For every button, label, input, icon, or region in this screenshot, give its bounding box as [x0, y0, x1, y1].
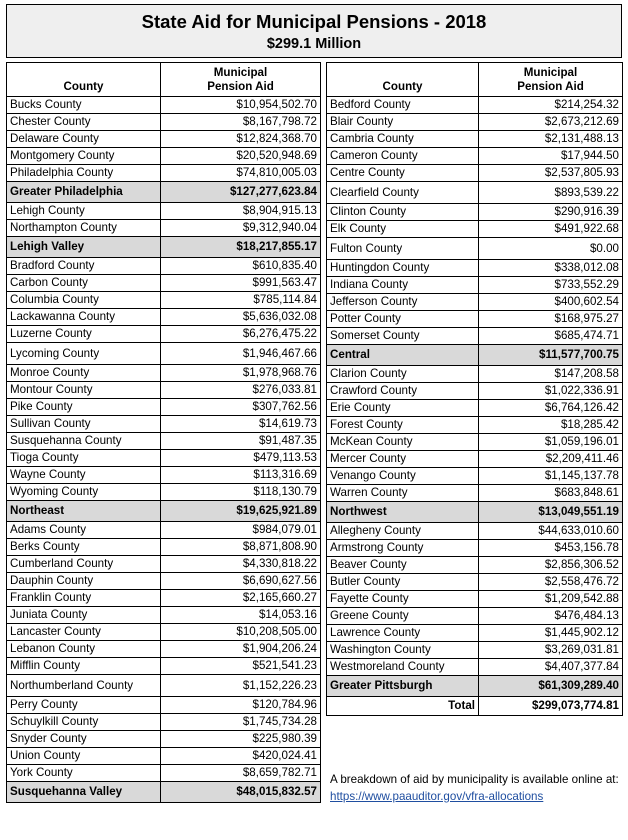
- table-row: [7, 382, 321, 399]
- table-row: [7, 275, 321, 292]
- table-row: [7, 450, 321, 467]
- aid-amount-cell: $683,848.61: [479, 485, 623, 502]
- table-row: [327, 204, 623, 221]
- table-row: [7, 573, 321, 590]
- table-row: [327, 383, 623, 400]
- county-cell: Mifflin County: [7, 658, 161, 675]
- county-cell: Tioga County: [7, 450, 161, 467]
- table-row: [7, 748, 321, 765]
- aid-amount-cell: $476,484.13: [479, 608, 623, 625]
- table-row: [7, 467, 321, 484]
- county-cell: Lebanon County: [7, 641, 161, 658]
- table-row: [327, 165, 623, 182]
- county-cell: Perry County: [7, 697, 161, 714]
- aid-amount-cell: $785,114.84: [161, 292, 321, 309]
- county-cell: York County: [7, 765, 161, 782]
- table-row: [7, 399, 321, 416]
- subtotal-row: [327, 345, 623, 366]
- right-header-row: [327, 63, 623, 97]
- table-row: [7, 292, 321, 309]
- county-cell: Fulton County: [327, 238, 479, 260]
- left-header-row: [7, 63, 321, 97]
- county-cell: Greene County: [327, 608, 479, 625]
- subtotal-row: [7, 501, 321, 522]
- aid-amount-cell: $17,944.50: [479, 148, 623, 165]
- county-cell: Forest County: [327, 417, 479, 434]
- county-cell: Crawford County: [327, 383, 479, 400]
- table-row: [7, 607, 321, 624]
- county-cell: Centre County: [327, 165, 479, 182]
- table-row: [7, 658, 321, 675]
- aid-amount-cell: $91,487.35: [161, 433, 321, 450]
- table-row: [327, 417, 623, 434]
- table-row: [327, 131, 623, 148]
- table-row: [7, 365, 321, 382]
- table-row: [7, 731, 321, 748]
- total-amount: $299,073,774.81: [479, 697, 623, 716]
- county-cell: Washington County: [327, 642, 479, 659]
- county-cell: Butler County: [327, 574, 479, 591]
- table-row: [7, 165, 321, 182]
- title-banner: [6, 4, 622, 58]
- aid-column-header: [161, 63, 321, 97]
- county-cell: Snyder County: [7, 731, 161, 748]
- aid-amount-cell: $14,053.16: [161, 607, 321, 624]
- aid-amount-cell: $991,563.47: [161, 275, 321, 292]
- aid-amount-cell: $1,946,467.66: [161, 343, 321, 365]
- county-cell: Clearfield County: [327, 182, 479, 204]
- aid-amount-cell: $8,167,798.72: [161, 114, 321, 131]
- aid-amount-cell: $12,824,368.70: [161, 131, 321, 148]
- table-row: [7, 675, 321, 697]
- county-cell: Bedford County: [327, 97, 479, 114]
- aid-amount-cell: $733,552.29: [479, 277, 623, 294]
- aid-amount-cell: $6,764,126.42: [479, 400, 623, 417]
- county-cell: Cumberland County: [7, 556, 161, 573]
- aid-amount-cell: $479,113.53: [161, 450, 321, 467]
- aid-amount-cell: $290,916.39: [479, 204, 623, 221]
- left-table-body: [7, 97, 321, 803]
- aid-amount-cell: $2,558,476.72: [479, 574, 623, 591]
- aid-amount-cell: $1,145,137.78: [479, 468, 623, 485]
- aid-amount-cell: $1,152,226.23: [161, 675, 321, 697]
- aid-amount-cell: $307,762.56: [161, 399, 321, 416]
- county-cell: Sullivan County: [7, 416, 161, 433]
- county-cell: Somerset County: [327, 328, 479, 345]
- aid-header-line1: Municipal: [523, 66, 578, 79]
- right-table-body: [327, 97, 623, 716]
- total-row: [327, 697, 623, 716]
- county-cell: Susquehanna Valley: [7, 782, 161, 803]
- table-row: [7, 326, 321, 343]
- aid-amount-cell: $18,285.42: [479, 417, 623, 434]
- county-cell: Venango County: [327, 468, 479, 485]
- aid-amount-cell: $521,541.23: [161, 658, 321, 675]
- county-cell: Beaver County: [327, 557, 479, 574]
- aid-amount-cell: $2,537,805.93: [479, 165, 623, 182]
- county-cell: Cameron County: [327, 148, 479, 165]
- total-label: Total: [327, 697, 479, 716]
- county-cell: Blair County: [327, 114, 479, 131]
- table-row: [7, 114, 321, 131]
- table-row: [327, 468, 623, 485]
- aid-amount-cell: $1,904,206.24: [161, 641, 321, 658]
- allocations-link[interactable]: https://www.paauditor.gov/vfra-allocations: [330, 790, 544, 803]
- county-column-header: County: [7, 63, 161, 97]
- aid-amount-cell: $1,059,196.01: [479, 434, 623, 451]
- county-cell: Mercer County: [327, 451, 479, 468]
- county-cell: McKean County: [327, 434, 479, 451]
- aid-amount-cell: $61,309,289.40: [479, 676, 623, 697]
- county-cell: Berks County: [7, 539, 161, 556]
- table-row: [327, 311, 623, 328]
- county-cell: Indiana County: [327, 277, 479, 294]
- aid-amount-cell: $338,012.08: [479, 260, 623, 277]
- county-cell: Schuylkill County: [7, 714, 161, 731]
- aid-amount-cell: $1,022,336.91: [479, 383, 623, 400]
- table-row: [7, 258, 321, 275]
- aid-amount-cell: $18,217,855.17: [161, 237, 321, 258]
- table-row: [327, 451, 623, 468]
- aid-amount-cell: $893,539.22: [479, 182, 623, 204]
- aid-amount-cell: $453,156.78: [479, 540, 623, 557]
- county-cell: Potter County: [327, 311, 479, 328]
- county-cell: Chester County: [7, 114, 161, 131]
- table-row: [327, 557, 623, 574]
- table-row: [7, 309, 321, 326]
- page-subtitle: $299.1 Million: [266, 36, 362, 52]
- availability-note: [330, 771, 620, 805]
- county-cell: Wyoming County: [7, 484, 161, 501]
- aid-amount-cell: $400,602.54: [479, 294, 623, 311]
- aid-amount-cell: $44,633,010.60: [479, 523, 623, 540]
- county-cell: Jefferson County: [327, 294, 479, 311]
- aid-amount-cell: $118,130.79: [161, 484, 321, 501]
- table-row: [327, 294, 623, 311]
- table-row: [327, 114, 623, 131]
- aid-amount-cell: $10,208,505.00: [161, 624, 321, 641]
- subtotal-row: [7, 237, 321, 258]
- aid-amount-cell: $20,520,948.69: [161, 148, 321, 165]
- county-cell: Elk County: [327, 221, 479, 238]
- county-cell: Warren County: [327, 485, 479, 502]
- aid-amount-cell: $2,165,660.27: [161, 590, 321, 607]
- aid-amount-cell: $2,209,411.46: [479, 451, 623, 468]
- county-cell: Northeast: [7, 501, 161, 522]
- aid-amount-cell: $113,316.69: [161, 467, 321, 484]
- county-cell: Clarion County: [327, 366, 479, 383]
- table-row: [7, 641, 321, 658]
- subtotal-row: [327, 676, 623, 697]
- table-row: [327, 523, 623, 540]
- county-cell: Montour County: [7, 382, 161, 399]
- aid-amount-cell: $214,254.32: [479, 97, 623, 114]
- county-cell: Columbia County: [7, 292, 161, 309]
- county-cell: Greater Pittsburgh: [327, 676, 479, 697]
- county-cell: Fayette County: [327, 591, 479, 608]
- county-cell: Monroe County: [7, 365, 161, 382]
- subtotal-row: [327, 502, 623, 523]
- aid-amount-cell: $984,079.01: [161, 522, 321, 539]
- table-row: [327, 485, 623, 502]
- table-row: [7, 624, 321, 641]
- table-row: [7, 765, 321, 782]
- table-row: [7, 484, 321, 501]
- aid-amount-cell: $19,625,921.89: [161, 501, 321, 522]
- county-cell: Northumberland County: [7, 675, 161, 697]
- county-cell: Lycoming County: [7, 343, 161, 365]
- county-cell: Wayne County: [7, 467, 161, 484]
- county-cell: Erie County: [327, 400, 479, 417]
- aid-amount-cell: $11,577,700.75: [479, 345, 623, 366]
- table-row: [327, 238, 623, 260]
- county-cell: Pike County: [7, 399, 161, 416]
- aid-amount-cell: $1,445,902.12: [479, 625, 623, 642]
- county-cell: Clinton County: [327, 204, 479, 221]
- table-row: [7, 714, 321, 731]
- county-cell: Franklin County: [7, 590, 161, 607]
- table-row: [7, 148, 321, 165]
- right-aid-table: [326, 62, 623, 716]
- table-row: [327, 434, 623, 451]
- aid-amount-cell: $6,690,627.56: [161, 573, 321, 590]
- county-cell: Philadelphia County: [7, 165, 161, 182]
- aid-amount-cell: $147,208.58: [479, 366, 623, 383]
- county-cell: Lancaster County: [7, 624, 161, 641]
- county-cell: Northwest: [327, 502, 479, 523]
- county-cell: Lawrence County: [327, 625, 479, 642]
- county-cell: Cambria County: [327, 131, 479, 148]
- page-title: State Aid for Municipal Pensions - 2018: [141, 11, 487, 32]
- table-row: [327, 608, 623, 625]
- county-column-header: County: [327, 63, 479, 97]
- table-row: [327, 591, 623, 608]
- aid-amount-cell: $491,922.68: [479, 221, 623, 238]
- table-row: [7, 522, 321, 539]
- county-cell: Delaware County: [7, 131, 161, 148]
- county-cell: Susquehanna County: [7, 433, 161, 450]
- aid-header-line2: Pension Aid: [517, 80, 584, 93]
- county-cell: Huntingdon County: [327, 260, 479, 277]
- aid-amount-cell: $1,209,542.88: [479, 591, 623, 608]
- table-row: [7, 131, 321, 148]
- county-cell: Luzerne County: [7, 326, 161, 343]
- county-cell: Juniata County: [7, 607, 161, 624]
- table-row: [327, 328, 623, 345]
- aid-header-line2: Pension Aid: [207, 80, 274, 93]
- aid-amount-cell: $225,980.39: [161, 731, 321, 748]
- table-row: [327, 97, 623, 114]
- table-row: [7, 416, 321, 433]
- aid-amount-cell: $3,269,031.81: [479, 642, 623, 659]
- aid-amount-cell: $2,673,212.69: [479, 114, 623, 131]
- aid-column-header: [479, 63, 623, 97]
- county-cell: Allegheny County: [327, 523, 479, 540]
- table-row: [327, 540, 623, 557]
- county-cell: Bradford County: [7, 258, 161, 275]
- county-cell: Lehigh County: [7, 203, 161, 220]
- county-cell: Montgomery County: [7, 148, 161, 165]
- table-row: [327, 400, 623, 417]
- aid-amount-cell: $168,975.27: [479, 311, 623, 328]
- aid-amount-cell: $685,474.71: [479, 328, 623, 345]
- county-cell: Westmoreland County: [327, 659, 479, 676]
- aid-amount-cell: $2,131,488.13: [479, 131, 623, 148]
- table-row: [327, 642, 623, 659]
- table-row: [7, 697, 321, 714]
- table-row: [7, 556, 321, 573]
- aid-amount-cell: $2,856,306.52: [479, 557, 623, 574]
- table-row: [327, 182, 623, 204]
- county-cell: Adams County: [7, 522, 161, 539]
- aid-amount-cell: $14,619.73: [161, 416, 321, 433]
- county-cell: Lehigh Valley: [7, 237, 161, 258]
- aid-amount-cell: $74,810,005.03: [161, 165, 321, 182]
- aid-amount-cell: $276,033.81: [161, 382, 321, 399]
- subtotal-row: [7, 782, 321, 803]
- aid-amount-cell: $13,049,551.19: [479, 502, 623, 523]
- aid-amount-cell: $10,954,502.70: [161, 97, 321, 114]
- aid-amount-cell: $6,276,475.22: [161, 326, 321, 343]
- aid-amount-cell: $48,015,832.57: [161, 782, 321, 803]
- aid-header-line1: Municipal: [213, 66, 268, 79]
- county-cell: Armstrong County: [327, 540, 479, 557]
- aid-amount-cell: $4,407,377.84: [479, 659, 623, 676]
- county-cell: Union County: [7, 748, 161, 765]
- aid-amount-cell: $8,871,808.90: [161, 539, 321, 556]
- aid-amount-cell: $8,659,782.71: [161, 765, 321, 782]
- table-row: [327, 277, 623, 294]
- left-aid-table: [6, 62, 321, 803]
- county-cell: Central: [327, 345, 479, 366]
- table-row: [7, 590, 321, 607]
- aid-amount-cell: $127,277,623.84: [161, 182, 321, 203]
- county-cell: Northampton County: [7, 220, 161, 237]
- subtotal-row: [7, 182, 321, 203]
- table-row: [327, 659, 623, 676]
- table-row: [327, 625, 623, 642]
- note-text: A breakdown of aid by municipality is available online at:: [330, 773, 619, 786]
- county-cell: Greater Philadelphia: [7, 182, 161, 203]
- county-cell: Dauphin County: [7, 573, 161, 590]
- aid-amount-cell: $420,024.41: [161, 748, 321, 765]
- table-row: [7, 539, 321, 556]
- aid-amount-cell: $120,784.96: [161, 697, 321, 714]
- table-row: [7, 203, 321, 220]
- aid-amount-cell: $8,904,915.13: [161, 203, 321, 220]
- aid-amount-cell: $4,330,818.22: [161, 556, 321, 573]
- table-row: [327, 574, 623, 591]
- table-row: [7, 220, 321, 237]
- county-cell: Carbon County: [7, 275, 161, 292]
- aid-amount-cell: $5,636,032.08: [161, 309, 321, 326]
- table-row: [7, 433, 321, 450]
- aid-amount-cell: $1,978,968.76: [161, 365, 321, 382]
- table-row: [327, 148, 623, 165]
- aid-amount-cell: $1,745,734.28: [161, 714, 321, 731]
- aid-amount-cell: $610,835.40: [161, 258, 321, 275]
- table-row: [327, 366, 623, 383]
- county-cell: Bucks County: [7, 97, 161, 114]
- table-row: [327, 221, 623, 238]
- aid-amount-cell: $0.00: [479, 238, 623, 260]
- aid-amount-cell: $9,312,940.04: [161, 220, 321, 237]
- table-row: [327, 260, 623, 277]
- table-row: [7, 97, 321, 114]
- table-row: [7, 343, 321, 365]
- county-cell: Lackawanna County: [7, 309, 161, 326]
